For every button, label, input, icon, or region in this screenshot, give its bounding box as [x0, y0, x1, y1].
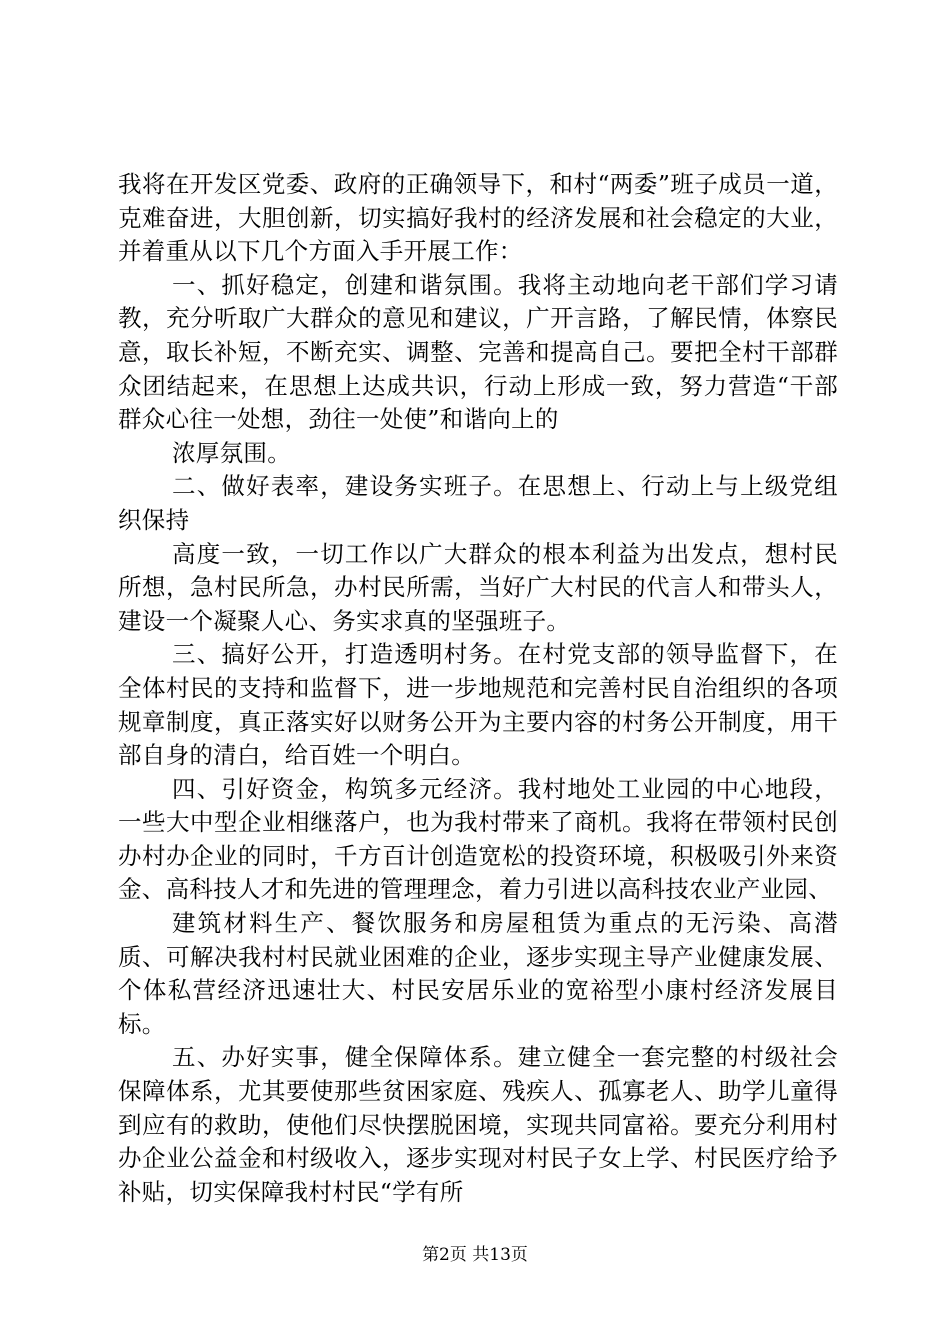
paragraph: 一、抓好稳定，创建和谐氛围。我将主动地向老干部们学习请教，充分听取广大群众的意见和建议，广开言路，了解民情，体察民意，取长补短，不断充实、调整、完善和提高自己。要把全村干部群众团结起来，在思想上达成共识，行动上形成一致，努力营造“干部群众心往一处想，劲往一处使”和谐向上的: [118, 270, 838, 434]
paragraph: 三、搞好公开，打造透明村务。在村党支部的领导监督下，在全体村民的支持和监督下，进一步地规范和完善村民自治组织的各项规章制度，真正落实好以财务公开为主要内容的村务公开制度，用干部自身的清白，给百姓一个明白。: [118, 640, 838, 770]
paragraph: 浓厚氛围。: [172, 438, 291, 467]
paragraph: 二、做好表率，建设务实班子。在思想上、行动上与上级党组织保持: [118, 472, 838, 534]
paragraph: 四、引好资金，构筑多元经济。我村地处工业园的中心地段，一些大中型企业相继落户，也为我村带来了商机。我将在带领村民创办村办企业的同时，千方百计创造宽松的投资环境，积极吸引外来资金、高科技人才和先进的管理理念，着力引进以高科技农业产业园、: [118, 774, 838, 904]
page-number-label: 第2页 共13页: [422, 1245, 528, 1265]
document-body: [118, 168, 838, 1209]
paragraph: 建筑材料生产、餐饮服务和房屋租赁为重点的无污染、高潜质、可解决我村村民就业困难的企业，逐步实现主导产业健康发展、个体私营经济迅速壮大、村民安居乐业的宽裕型小康村经济发展目标。: [118, 909, 838, 1038]
paragraph: 高度一致，一切工作以广大群众的根本利益为出发点，想村民所想，急村民所急，办村民所需，当好广大村民的代言人和带头人，建设一个凝聚人心、务实求真的坚强班子。: [118, 539, 838, 635]
page-footer: [0, 1244, 950, 1266]
paragraph: 我将在开发区党委、政府的正确领导下，和村“两委”班子成员一道，克难奋进，大胆创新，切实搞好我村的经济发展和社会稳定的大业，并着重从以下几个方面入手开展工作：: [118, 170, 838, 266]
paragraph: 五、办好实事，健全保障体系。建立健全一套完整的村级社会保障体系，尤其要使那些贫困家庭、残疾人、孤寡老人、助学儿童得到应有的救助，使他们尽快摆脱困境，实现共同富裕。要充分利用村办企业公益金和村级收入，逐步实现对村民子女上学、村民医疗给予补贴，切实保障我村村民“学有所: [118, 1043, 838, 1206]
